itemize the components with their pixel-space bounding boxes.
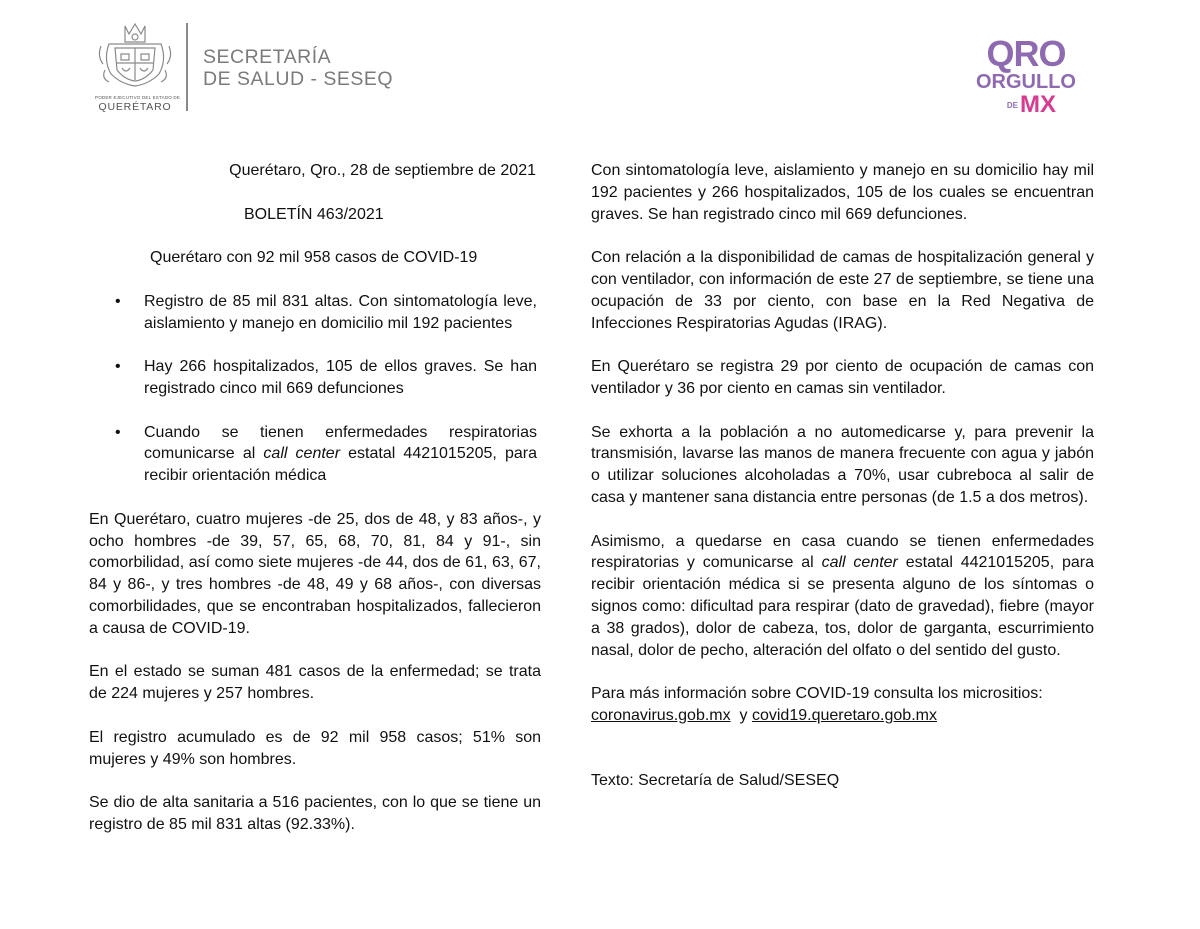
stay-home-part-2: estatal 4421015205, para recibir orientación médica si se presenta alguno de los síntomas o signos como: dificultad para respirar (dato de gravedad), fiebre (mayor a 38 grados), dolor de cabeza, tos, dolor de garganta, escurrimiento nasal, dolor de pecho, alteración del olfato o del sentido del gusto. (591, 554, 1095, 659)
list-item-text: Hay 266 hospitalizados, 105 de ellos graves. Se han registrado cinco mil 669 defunciones (144, 358, 537, 397)
paragraph-discharges: Se dio de alta sanitaria a 516 pacientes, con lo que se tiene un registro de 85 mil 831 altas (92.33%). (89, 794, 541, 833)
logo-line-3-prefix: DE (1006, 101, 1018, 110)
paragraph-mild-cases: Con sintomatología leve, aislamiento y manejo en su domicilio hay mil 192 pacientes y 266 hospitalizados, 105 de los cuales se encuentran graves. Se han registrado cinco mil 669 defunciones. (591, 162, 1094, 223)
seal-caption-small: PODER EJECUTIVO DEL ESTADO DE (95, 95, 181, 100)
list-item-text-part-2: estatal 4421015205, para recibir orientación médica (144, 445, 538, 485)
more-info-text: Para más información sobre COVID-19 consulta los micrositios: (591, 685, 1043, 703)
seal-caption-state: QUERÉTARO (98, 101, 172, 113)
paragraph-new-cases: En el estado se suman 481 casos de la enfermedad; se trata de 224 mujeres y 257 hombres. (89, 663, 541, 703)
department-line-1: SECRETARÍA (203, 46, 332, 68)
logo-line-3-main: MX (1020, 91, 1056, 116)
stay-home-part-1: Asimismo, a quedarse en casa cuando se tienen enfermedades respiratorias y comunicarse al (591, 532, 1094, 572)
list-item-text-part-1: Cuando se tienen enfermedades respiratorias comunicarse al (144, 423, 537, 463)
call-center-term: call center (263, 445, 341, 463)
list-item (89, 422, 537, 487)
left-column (89, 160, 541, 836)
bulletin-date: Querétaro, Qro., 28 de septiembre de 2021 (229, 162, 536, 179)
link-separator: y (739, 706, 748, 724)
bullet-icon: • (115, 358, 121, 376)
logo-line-2: ORGULLO (976, 71, 1076, 93)
list-item (89, 291, 537, 335)
paragraph-deaths: En Querétaro, cuatro mujeres -de 25, dos de 48, y 83 años-, y ocho hombres -de 39, 57, 65, 68, 70, 81, 84 y 91-, sin comorbilidad, así como siete mujeres -de 44, dos de 61, 63, 67, 84 y 86-, y tres hombres -de 48, 49 y 68 años-, con diversas comorbilidades, que se encontraban hospitalizados, fallecieron a causa de COVID-19. (89, 510, 541, 637)
paragraph-occupancy: En Querétaro se registra 29 por ciento de ocupación de camas con ventilador y 36 por ciento en camas sin ventilador. (591, 358, 1094, 397)
list-item-text: Registro de 85 mil 831 altas. Con sintomatología leve, aislamiento y manejo en domicilio mil 192 pacientes (144, 292, 537, 332)
header-divider (186, 23, 188, 111)
highlights-list (89, 291, 541, 487)
letterhead (0, 0, 1200, 130)
department-name (203, 46, 393, 90)
bulletin-title: Querétaro con 92 mil 958 casos de COVID-19 (150, 249, 478, 267)
bullet-icon: • (115, 423, 121, 441)
paragraph-cumulative: El registro acumulado es de 92 mil 958 casos; 51% son mujeres y 49% son hombres. (89, 728, 541, 768)
paragraph-bed-availability: Con relación a la disponibilidad de camas de hospitalización general y con ventilador, con información de este 27 de septiembre, se tiene una ocupación de 33 por ciento, con base en la Red Negativa de Infecciones Respiratorias Agudas (IRAG). (591, 249, 1094, 332)
qro-orgullo-mx-logo (970, 34, 1082, 116)
department-line-2: DE SALUD - SESEQ (203, 68, 394, 90)
call-center-term: call center (821, 554, 898, 572)
list-item (89, 356, 537, 400)
text-credit: Texto: Secretaría de Salud/SESEQ (591, 772, 840, 790)
coronavirus-link[interactable]: coronavirus.gob.mx (591, 706, 731, 724)
bulletin-number: BOLETÍN 463/2021 (244, 205, 384, 223)
coat-of-arms-icon (95, 20, 175, 88)
right-column (591, 160, 1094, 792)
covid19-queretaro-link[interactable]: covid19.queretaro.gob.mx (751, 706, 937, 724)
logo-line-1: QRO (986, 34, 1066, 74)
paragraph-stay-home (591, 531, 1094, 662)
bullet-icon: • (115, 292, 121, 310)
paragraph-more-info (591, 683, 1094, 727)
paragraph-prevention: Se exhorta a la población a no automedicarse y, para prevenir la transmisión, lavarse las manos de manera frecuente con agua y jabón o utilizar soluciones alcoholadas a 70%, usar cubreboca al salir de casa y mantener sana distancia entre personas (de 1.5 a dos metros). (591, 423, 1094, 506)
state-seal (95, 20, 181, 113)
